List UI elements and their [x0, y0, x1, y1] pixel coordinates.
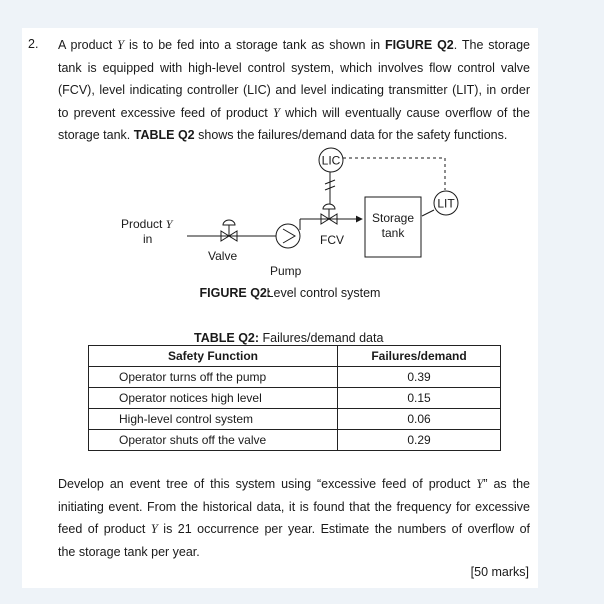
lit-connection-line: [422, 210, 434, 216]
product-in-label: in: [143, 232, 153, 246]
header-failures-demand: Failures/demand: [338, 346, 501, 367]
question-number: 2.: [28, 37, 39, 51]
task-line: initiating event. From the historical data, it is found that the frequency for excessive: [58, 499, 530, 514]
task-paragraph: [58, 473, 530, 563]
figure-caption-text: Level control system: [263, 286, 381, 300]
table-row: [89, 430, 501, 451]
fcv-label: FCV: [320, 233, 344, 247]
pump-label: Pump: [270, 264, 302, 278]
intro-text: storage tank.: [58, 128, 134, 142]
intro-text: A product: [58, 38, 118, 52]
lit-label: LIT: [437, 196, 455, 211]
task-text: feed of product: [58, 522, 151, 536]
failures-demand-table: [88, 345, 501, 451]
product-variable: Y: [117, 38, 125, 52]
safety-function-cell: Operator turns off the pump: [89, 367, 338, 388]
task-line: the storage tank per year.: [58, 544, 200, 559]
product-variable: Y: [150, 522, 158, 536]
figure-reference: FIGURE Q2: [384, 38, 454, 52]
fcv-valve-icon: [321, 204, 337, 224]
figure-caption-wrap: [200, 286, 389, 300]
tank-label-line1: Storage: [371, 211, 415, 225]
failures-cell: 0.15: [338, 388, 501, 409]
table-reference: TABLE Q2: [133, 128, 195, 142]
intro-line: tank is equipped with high-level control system, which involves flow control valve: [58, 60, 530, 75]
table-caption: [194, 331, 383, 345]
table-row: [89, 367, 501, 388]
intro-line: (FCV), level indicating controller (LIC) and level indicating transmitter (LIT), in order: [58, 83, 530, 97]
lic-lit-signal-line: [343, 158, 445, 190]
intro-text: . The storage: [453, 38, 531, 52]
valve-icon: [221, 220, 237, 241]
product-variable: Y: [476, 477, 484, 491]
table-caption-text: Failures/demand data: [259, 331, 384, 345]
table-header-row: [89, 346, 501, 367]
safety-function-cell: Operator notices high level: [89, 388, 338, 409]
intro-text: shows the failures/demand data for the safety functions.: [194, 128, 508, 142]
task-line: [58, 473, 530, 496]
intro-text: to prevent excessive feed of product: [58, 105, 273, 120]
task-text: is 21 occurrence per year. Estimate the numbers of overflow of: [157, 522, 530, 536]
task-text: ” as the: [483, 477, 530, 491]
product-label: [121, 217, 174, 231]
safety-function-cell: High-level control system: [89, 409, 338, 430]
failures-cell: 0.29: [338, 430, 501, 451]
intro-text: is to be fed into a storage tank as shown in: [124, 38, 385, 52]
table-row: [89, 388, 501, 409]
failures-cell: 0.39: [338, 367, 501, 388]
safety-function-cell: Operator shuts off the valve: [89, 430, 338, 451]
pump-icon: [276, 224, 300, 248]
figure-caption: [0, 286, 604, 300]
lic-label: LIC: [321, 153, 341, 168]
product-variable: Y: [272, 105, 280, 120]
table-row: [89, 409, 501, 430]
product-variable: Y: [165, 217, 173, 231]
figure-caption-prefix: FIGURE Q2:: [199, 286, 272, 300]
level-control-diagram: [0, 0, 604, 300]
failures-cell: 0.06: [338, 409, 501, 430]
intro-text: which will eventually cause overflow of the: [279, 105, 530, 120]
valve-label: Valve: [208, 249, 238, 263]
task-text: Develop an event tree of this system using “excessive feed of product: [58, 477, 477, 491]
tank-label-line2: tank: [381, 226, 405, 240]
header-safety-function: Safety Function: [89, 346, 338, 367]
marks-label: [50 marks]: [470, 565, 529, 579]
table-caption-prefix: TABLE Q2:: [194, 331, 260, 345]
product-label-text: Product: [121, 217, 166, 231]
task-line: [58, 518, 530, 541]
